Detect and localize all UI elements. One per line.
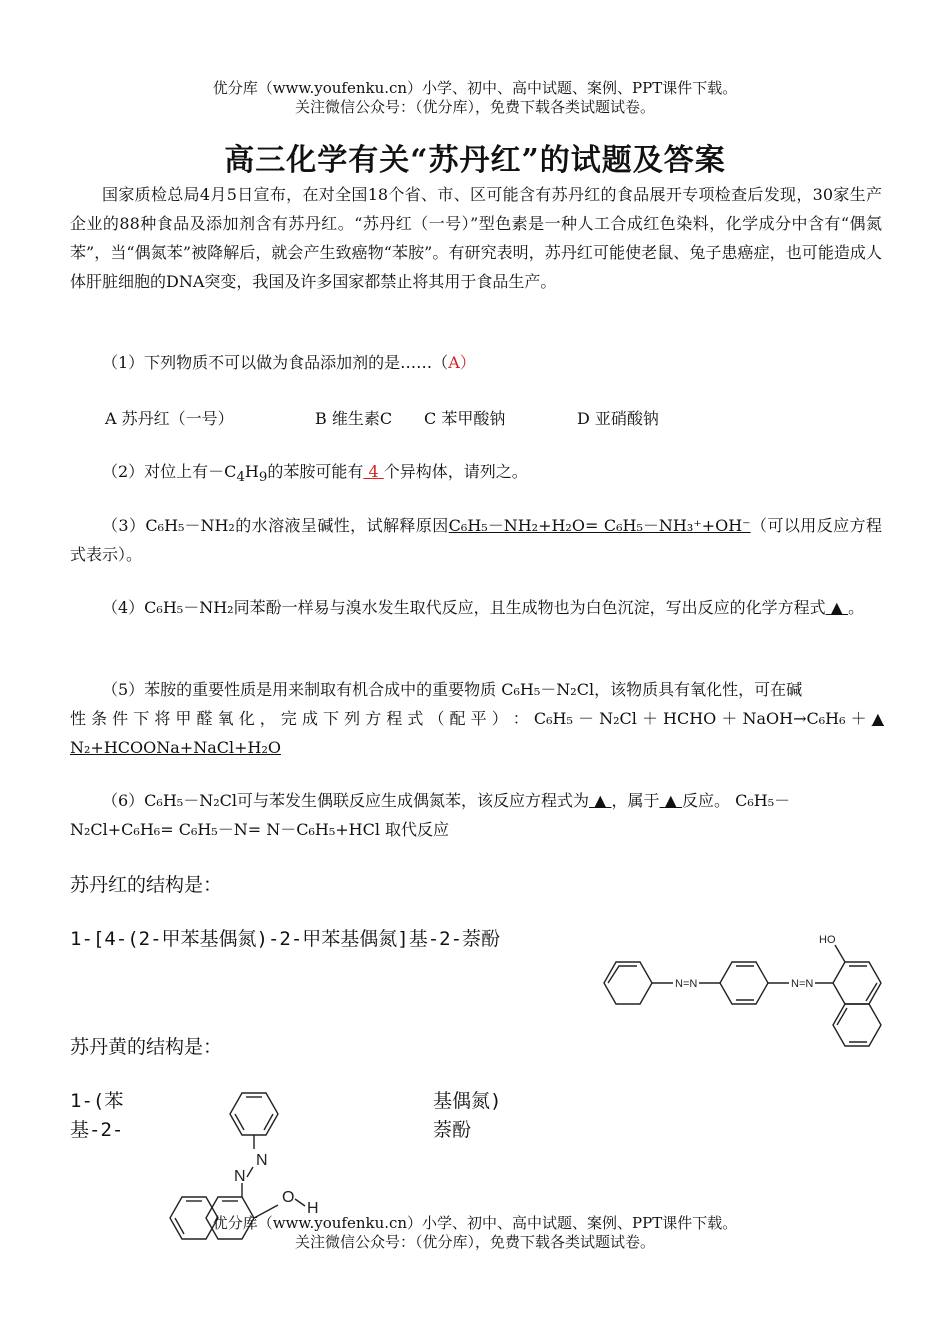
q5-line2-pre: 性 条 件 下 将 甲 醛 氧 化 ， 完 成 下 列 方 程 式 （ 配 平 ） ： C₆H₅ － N₂Cl ＋ HCHO ＋ NaOH→C₆H₆ ＋: [70, 709, 872, 728]
q4-blank: [826, 598, 849, 617]
q6-blank-1: [589, 791, 612, 810]
question-2: [70, 457, 882, 492]
q6-mid: ，属于: [611, 791, 660, 810]
q1-close: ）: [459, 353, 476, 372]
footer-line-2: 关注微信公众号：（优分库），免费下载各类试题试卷。: [294, 1233, 655, 1251]
q1-option-b: B 维生素C: [315, 409, 393, 428]
q2-pre: （2）对位上有－C: [102, 462, 237, 481]
benzene-ring-1: [604, 962, 652, 1004]
sudan-yellow-name-left-1: 1-(苯: [70, 1090, 124, 1112]
question-1: [70, 348, 882, 377]
q1-text: （1）下列物质不可以做为食品添加剂的是……（: [102, 353, 449, 372]
sudan-red-label: 苏丹红的结构是：: [70, 874, 223, 896]
q3-post: （可以用反应方程式表示）。: [70, 516, 882, 564]
footer-line-1: 优分库（www.youfenku.cn）小学、初中、高中试题、案例、PPT课件下载。: [212, 1214, 738, 1232]
sy-benzene-inner-2: [264, 1114, 273, 1130]
sudan-red-name: 1-[4-(2-甲苯基偶氮)-2-甲苯基偶氮]基-2-萘酚: [70, 928, 501, 950]
question-5-line-1: （5）苯胺的重要性质是用来制取有机合成中的重要物质 C₆H₅－N₂Cl，该物质具有氧化性，可在碱: [102, 680, 803, 699]
q2-sub1: 4: [236, 470, 245, 486]
q6-blank-2: [660, 791, 683, 810]
benzene-ring-2: [720, 962, 768, 1004]
question-3: [70, 511, 882, 569]
sudan-yellow-name-right-2: 萘酚: [433, 1119, 472, 1141]
q2-post: 的苯胺可能有: [267, 462, 364, 481]
question-6: [70, 786, 882, 815]
q2-answer: [363, 462, 383, 481]
sy-h-label: H: [307, 1200, 319, 1217]
naphthalene-ring-a: [833, 962, 881, 1004]
sy-o-label: O: [282, 1189, 295, 1206]
intro-paragraph: 国家质检总局4月5日宣布，在对全国18个省、市、区可能含有苏丹红的食品展开专项检查后发现，30家生产企业的88种食品及添加剂含有苏丹红。“苏丹红（一号）”型色素是一种人工合成红色染料，化学成分中含有“偶氮苯”，当“偶氮苯”被降解后，就会产生致癌物“苯胺”。有研究表明，苏丹红可能使老鼠、兔子患癌症，也可能造成人体肝脏细胞的DNA突变，我国及许多国家都禁止将其用于食品生产。: [70, 185, 882, 291]
sudan-yellow-name-right-1: 基偶氮): [433, 1090, 502, 1112]
q6-blank-1-mark: ▲: [594, 791, 607, 810]
q4-blank-mark: ▲: [830, 598, 843, 617]
q5-answer: N₂+HCOONa+NaCl+H₂O: [70, 738, 281, 757]
q3-pre: （3）C₆H₅－NH₂的水溶液呈碱性，试解释原因: [102, 516, 449, 535]
q6-answer-line: N₂Cl+C₆H₆= C₆H₅－N= N－C₆H₅+HCl 取代反应: [70, 820, 450, 839]
q1-answer: A: [448, 353, 460, 372]
q6-post: 反应。 C₆H₅－: [682, 791, 791, 810]
sy-benzene-inner-3: [235, 1114, 244, 1130]
bond-oh: [835, 945, 845, 962]
sudan-yellow-label: 苏丹黄的结构是：: [70, 1036, 223, 1058]
sy-n-label-2: N: [234, 1168, 246, 1185]
sy-n-label-1: N: [256, 1152, 268, 1169]
q2-mid: H: [244, 462, 259, 481]
azo-label-2: N=N: [791, 978, 814, 990]
q5-blank: ▲: [871, 709, 884, 728]
q4-pre: （4）C₆H₅－NH₂同苯酚一样易与溴水发生取代反应，且生成物也为白色沉淀，写出反应的化学方程式: [102, 598, 826, 617]
naphthalene-ring-b: [833, 1004, 881, 1046]
sudan-yellow-name-left-2: 基-2-: [70, 1119, 124, 1141]
sy-benzene-ring: [230, 1093, 278, 1135]
sy-azo-bond: [247, 1167, 253, 1177]
azo-label-1: N=N: [675, 978, 698, 990]
header-line-1: 优分库（www.youfenku.cn）小学、初中、高中试题、案例、PPT课件下载。: [212, 79, 738, 97]
q6-pre: （6）C₆H₅－N₂Cl可与苯发生偶联反应生成偶氮苯，该反应方程式为: [102, 791, 589, 810]
question-4: [70, 593, 882, 622]
q3-answer: C₆H₅－NH₂+H₂O= C₆H₅－NH₃⁺+OH⁻: [448, 516, 751, 535]
q1-option-d: D 亚硝酸钠: [577, 409, 659, 428]
page-title: 高三化学有关“苏丹红”的试题及答案: [224, 143, 726, 178]
q4-post: 。: [848, 598, 865, 617]
sy-bond-o-h: [295, 1199, 305, 1206]
q2-tail: 个异构体，请列之。: [383, 462, 528, 481]
question-5-line-2: [70, 704, 882, 733]
q2-answer-value: 4: [368, 462, 379, 481]
q6-blank-2-mark: ▲: [664, 791, 677, 810]
q1-option-a: A 苏丹红（一号）: [105, 409, 234, 428]
q2-sub2: 9: [258, 470, 268, 486]
ho-label: HO: [819, 934, 836, 946]
header-line-2: 关注微信公众号：（优分库），免费下载各类试题试卷。: [294, 98, 655, 116]
q1-option-c: C 苯甲酸钠: [424, 409, 506, 428]
sudan-red-structure: [595, 925, 895, 1060]
